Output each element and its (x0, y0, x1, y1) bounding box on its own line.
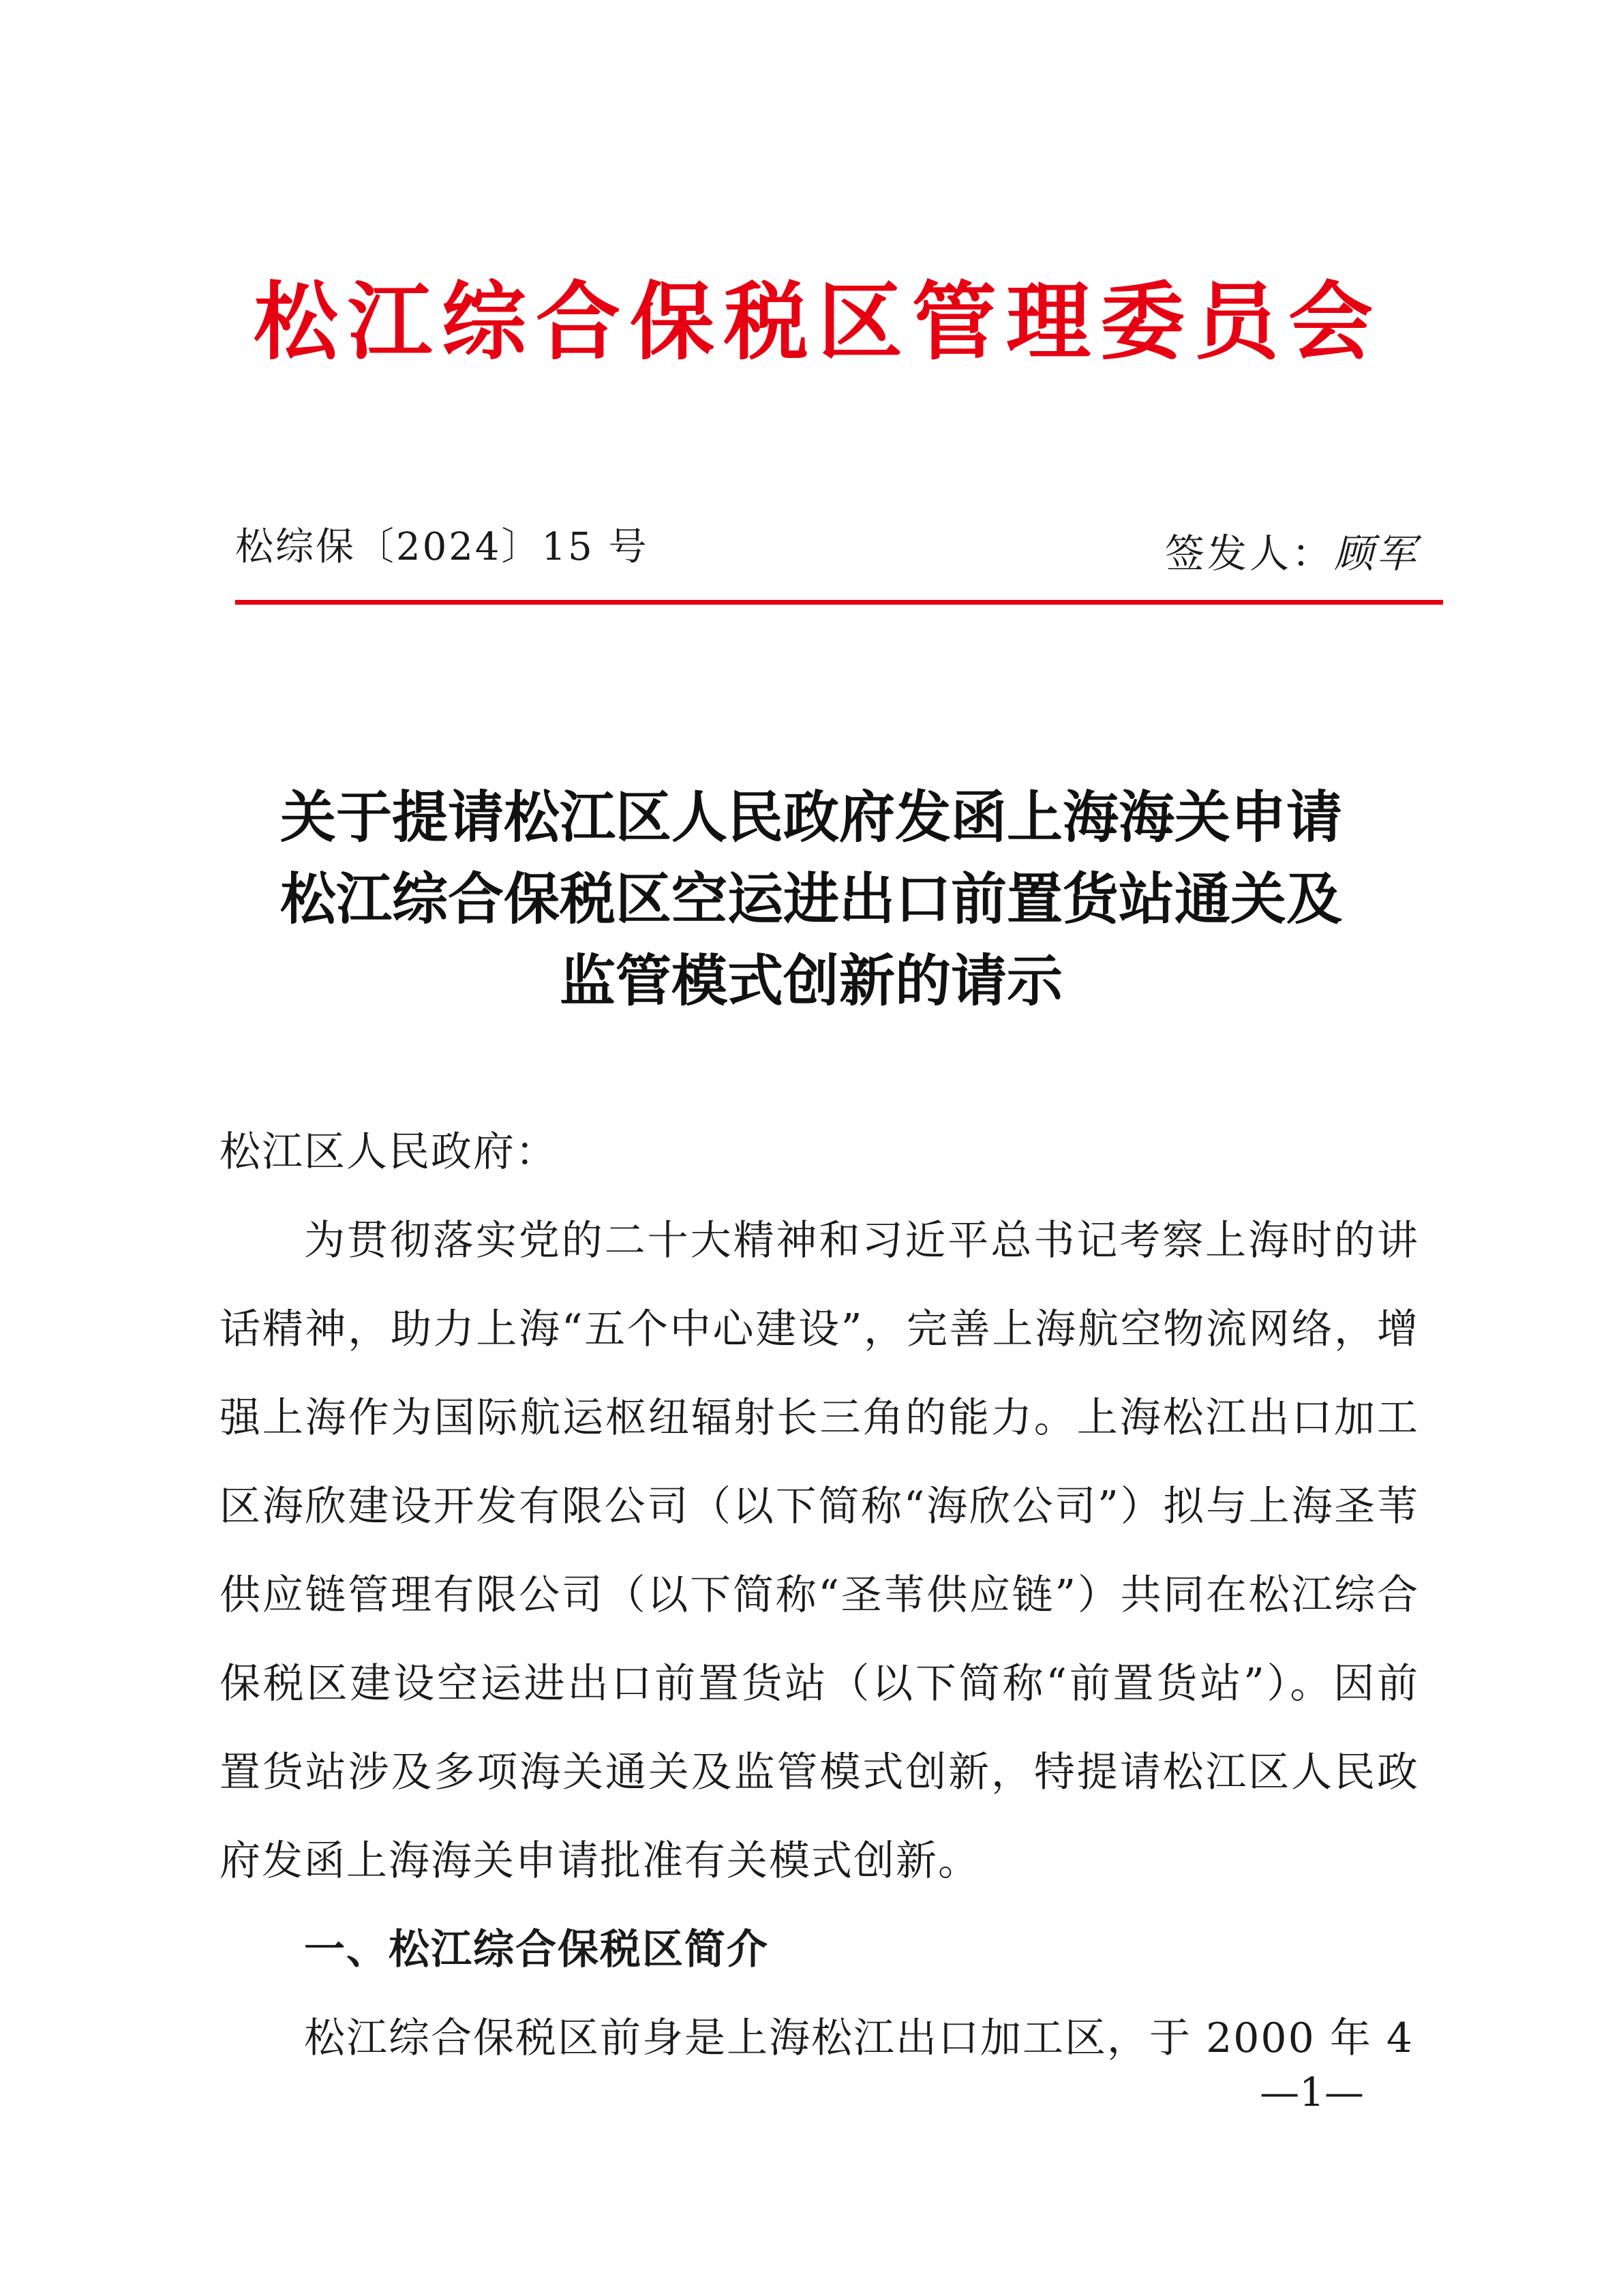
signer (1165, 522, 1419, 579)
red-separator-line (235, 600, 1443, 605)
signer-label: 签发人： (1164, 530, 1334, 577)
document-number: 松综保〔2024〕15 号 (235, 525, 649, 569)
addressee: 松江区人民政府： (219, 1128, 558, 1176)
title-line-1: 关于提请松江区人民政府发函上海海关申请 (279, 785, 1342, 850)
title-line-2: 松江综合保税区空运进出口前置货站通关及 (279, 867, 1342, 932)
paragraph-1: 为贯彻落实党的二十大精神和习近平总书记考察上海时的讲话精神，助力上海“五个中心建设”，完善上海航空物流网络，增强上海作为国际航运枢纽辐射长三角的能力。上海松江出口加工区海欣建设开发有限公司（以下简称“海欣公司”）拟与上海圣苇供应链管理有限公司（以下简称“圣苇供应链”）共同在松江综合保税区建设空运进出口前置货站（以下简称“前置货站”）。因前置货站涉及多项海关通关及监管模式创新，特提请松江区人民政府发函上海海关申请批准有关模式创新。 (219, 1217, 1419, 1885)
paragraph-2: 松江综合保税区前身是上海松江出口加工区，于 2000 年 4 (304, 2014, 1414, 2062)
document-body (219, 1108, 1419, 2083)
signer-name: 顾军 (1333, 530, 1419, 577)
section-1-heading: 一、松江综合保税区简介 (304, 1926, 769, 1974)
title-line-3: 监管模式创新的请示 (559, 949, 1063, 1014)
page-number: —1— (1260, 2069, 1364, 2115)
organization-header: 松江综合保税区管理委员会 (253, 273, 1382, 372)
document-title (198, 777, 1425, 1023)
